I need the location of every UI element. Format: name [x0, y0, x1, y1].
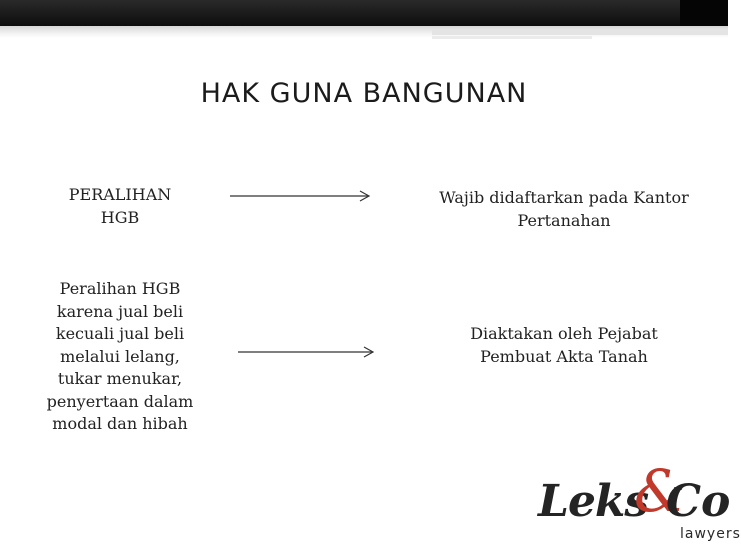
- logo-word-co: Co: [666, 476, 731, 527]
- logo-ampersand: &: [634, 457, 686, 525]
- text-line: penyertaan dalam: [46, 391, 194, 411]
- top-bar-accent: [680, 0, 728, 26]
- diaktakan-text: [446, 323, 682, 368]
- slide-title: HAK GUNA BANGUNAN: [200, 78, 528, 109]
- text-line: PERALIHAN: [68, 185, 172, 204]
- top-header-bar: [0, 0, 728, 26]
- peralihan-hgb-label: [52, 184, 188, 229]
- leks-co-logo: [532, 457, 741, 546]
- header-shadow-segment: [432, 30, 728, 35]
- text-line: Diaktakan oleh Pejabat: [470, 324, 658, 343]
- text-line: kecuali jual beli: [55, 324, 185, 343]
- logo-subtitle: lawyers: [680, 526, 741, 542]
- arrow-right-icon: [228, 188, 374, 204]
- text-line: Wajib didaftarkan pada Kantor: [439, 188, 689, 207]
- text-line: karena jual beli: [56, 301, 184, 321]
- arrow-right-icon: [236, 344, 378, 360]
- header-shadow: [0, 26, 728, 38]
- text-line: Peralihan HGB: [59, 279, 181, 298]
- wajib-didaftarkan-text: [430, 187, 698, 232]
- text-line: melalui lelang,: [60, 346, 180, 366]
- text-line: HGB: [100, 207, 140, 227]
- logo-word-leks: Leks: [538, 476, 649, 527]
- text-line: Pembuat Akta Tanah: [480, 346, 648, 366]
- text-line: tukar menukar,: [57, 369, 183, 388]
- peralihan-description: [40, 278, 200, 436]
- header-shadow-segment: [432, 36, 592, 39]
- text-line: Pertanahan: [517, 210, 611, 230]
- text-line: modal dan hibah: [52, 414, 188, 433]
